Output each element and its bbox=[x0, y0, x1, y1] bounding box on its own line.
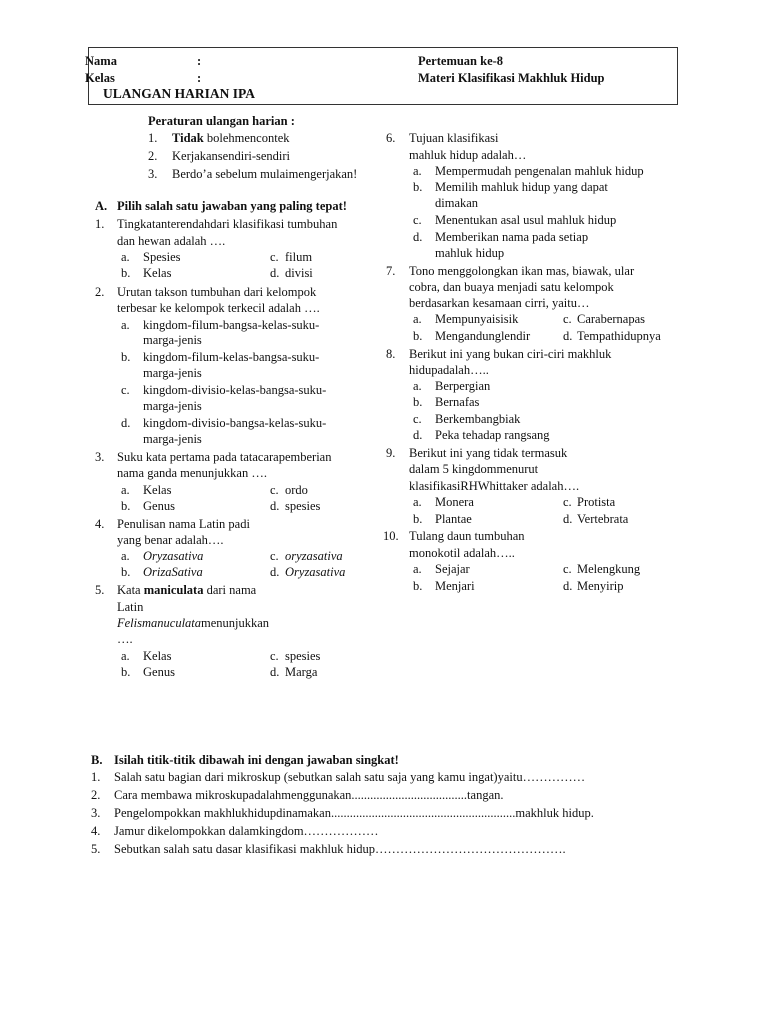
q5-opt-d-letter: d. bbox=[270, 665, 280, 679]
q2-opt-b-line1: kingdom-filum-kelas-bangsa-suku- bbox=[143, 350, 320, 364]
q4-opt-a: Oryzasativa bbox=[143, 549, 204, 563]
q6-num: 6. bbox=[386, 131, 396, 145]
q5-line3-italic: Felismanuculata bbox=[117, 616, 202, 630]
q6-opt-d-line1: Memberikan nama pada setiap bbox=[435, 230, 589, 244]
q10-opt-b-letter: b. bbox=[413, 579, 423, 593]
rule-1-num: 1. bbox=[148, 131, 158, 145]
q1-opt-b: Kelas bbox=[143, 266, 172, 280]
q8-num: 8. bbox=[386, 347, 396, 361]
q4-line1: Penulisan nama Latin padi bbox=[117, 517, 250, 531]
rule-3-text: Berdo’a sebelum mulaimengerjakan! bbox=[172, 167, 358, 181]
q2-opt-c-line2: marga-jenis bbox=[143, 399, 202, 413]
b5-text: Sebutkan salah satu dasar klasifikasi makhluk hidup………………………………………. bbox=[114, 842, 566, 856]
rule-1 bbox=[172, 130, 290, 146]
q6-opt-c-letter: c. bbox=[413, 213, 422, 227]
q5-line1-post: dari nama bbox=[203, 583, 257, 597]
q1-num: 1. bbox=[95, 217, 105, 231]
q1-opt-d-letter: d. bbox=[270, 266, 280, 280]
q3-opt-d-letter: d. bbox=[270, 499, 280, 513]
q5-opt-a: Kelas bbox=[143, 649, 172, 663]
q7-opt-a-letter: a. bbox=[413, 312, 422, 326]
q1-opt-a: Spesies bbox=[143, 250, 181, 264]
q9-line3: klasifikasiRHWhittaker adalah…. bbox=[409, 479, 580, 493]
q7-opt-d: Tempathidupnya bbox=[577, 329, 661, 343]
b4-text: Jamur dikelompokkan dalamkingdom……………… bbox=[114, 824, 379, 838]
q6-opt-a: Mempermudah pengenalan mahluk hidup bbox=[435, 164, 644, 178]
q1-opt-c-letter: c. bbox=[270, 250, 279, 264]
b2-num: 2. bbox=[91, 788, 101, 802]
rule-1-text: bolehmencontek bbox=[203, 131, 290, 145]
b2-text: Cara membawa mikroskupadalahmenggunakan.....................................tangan. bbox=[114, 788, 504, 802]
q4-opt-c: oryzasativa bbox=[285, 549, 343, 563]
b4-num: 4. bbox=[91, 824, 101, 838]
q8-opt-b: Bernafas bbox=[435, 395, 480, 409]
q3-opt-a: Kelas bbox=[143, 483, 172, 497]
b3-text: Pengelompokkan makhlukhidupdinamakan...........................................................makhluk hidup. bbox=[114, 806, 594, 820]
q3-opt-a-letter: a. bbox=[121, 483, 130, 497]
kelas-colon: : bbox=[197, 71, 202, 85]
q10-line2: monokotil adalah….. bbox=[409, 546, 515, 560]
q7-line2: cobra, dan buaya menjadi satu kelompok bbox=[409, 280, 614, 294]
q7-opt-d-letter: d. bbox=[563, 329, 573, 343]
q8-opt-a-letter: a. bbox=[413, 379, 422, 393]
nama-colon: : bbox=[197, 54, 202, 68]
section-b-letter: B. bbox=[91, 753, 103, 767]
q8-opt-a: Berpergian bbox=[435, 379, 491, 393]
q10-opt-a: Sejajar bbox=[435, 562, 470, 576]
q5-line3 bbox=[117, 615, 269, 631]
nama-label: Nama bbox=[85, 54, 117, 68]
section-b-heading: Isilah titik-titik dibawah ini dengan jawaban singkat! bbox=[114, 753, 399, 767]
section-a-letter: A. bbox=[95, 199, 108, 213]
q9-opt-a: Monera bbox=[435, 495, 474, 509]
rule-1-bold: Tidak bbox=[172, 131, 204, 145]
q5-line2: Latin bbox=[117, 600, 144, 614]
q1-line1: Tingkatanterendahdari klasifikasi tumbuhan bbox=[117, 217, 338, 231]
q1-line2: dan hewan adalah …. bbox=[117, 234, 226, 248]
q7-opt-b-letter: b. bbox=[413, 329, 423, 343]
q7-opt-c: Carabernapas bbox=[577, 312, 646, 326]
b5-num: 5. bbox=[91, 842, 101, 856]
q3-line1: Suku kata pertama pada tatacarapemberian bbox=[117, 450, 332, 464]
q9-opt-b: Plantae bbox=[435, 512, 472, 526]
q6-line2: mahluk hidup adalah… bbox=[409, 148, 527, 162]
q9-line2: dalam 5 kingdommenurut bbox=[409, 462, 539, 476]
q5-line3-post: menunjukkan bbox=[201, 616, 270, 630]
q3-line2: nama ganda menunjukkan …. bbox=[117, 466, 267, 480]
q2-line1: Urutan takson tumbuhan dari kelompok bbox=[117, 285, 317, 299]
q6-opt-a-letter: a. bbox=[413, 164, 422, 178]
kelas-label: Kelas bbox=[85, 71, 115, 85]
q2-opt-a-line2: marga-jenis bbox=[143, 333, 202, 347]
q5-opt-c-letter: c. bbox=[270, 649, 279, 663]
q2-opt-c-line1: kingdom-divisio-kelas-bangsa-suku- bbox=[143, 383, 327, 397]
q5-num: 5. bbox=[95, 583, 105, 597]
q10-opt-a-letter: a. bbox=[413, 562, 422, 576]
q2-opt-d-letter: d. bbox=[121, 416, 131, 430]
q10-line1: Tulang daun tumbuhan bbox=[409, 529, 525, 543]
q6-opt-d-letter: d. bbox=[413, 230, 423, 244]
q2-opt-b-line2: marga-jenis bbox=[143, 366, 202, 380]
q3-opt-c: ordo bbox=[285, 483, 308, 497]
q8-opt-b-letter: b. bbox=[413, 395, 423, 409]
q9-num: 9. bbox=[386, 446, 396, 460]
q2-line2: terbesar ke kelompok terkecil adalah …. bbox=[117, 301, 320, 315]
q7-opt-c-letter: c. bbox=[563, 312, 572, 326]
materi-text: Materi Klasifikasi Makhluk Hidup bbox=[418, 71, 605, 85]
q5-line1-pre: Kata bbox=[117, 583, 144, 597]
q10-opt-c: Melengkung bbox=[577, 562, 641, 576]
q2-opt-b-letter: b. bbox=[121, 350, 131, 364]
q2-opt-a-line1: kingdom-filum-bangsa-kelas-suku- bbox=[143, 318, 320, 332]
q1-opt-a-letter: a. bbox=[121, 250, 130, 264]
q6-opt-b-letter: b. bbox=[413, 180, 423, 194]
q2-opt-c-letter: c. bbox=[121, 383, 130, 397]
q2-opt-d-line2: marga-jenis bbox=[143, 432, 202, 446]
q5-opt-d: Marga bbox=[285, 665, 318, 679]
q10-opt-d-letter: d. bbox=[563, 579, 573, 593]
q5-opt-b-letter: b. bbox=[121, 665, 131, 679]
q5-line1-bold: maniculata bbox=[143, 583, 204, 597]
q7-num: 7. bbox=[386, 264, 396, 278]
q4-opt-a-letter: a. bbox=[121, 549, 130, 563]
q4-opt-d-letter: d. bbox=[270, 565, 280, 579]
q8-opt-d-letter: d. bbox=[413, 428, 423, 442]
q7-line3: berdasarkan kesamaan cirri, yaitu… bbox=[409, 296, 590, 310]
q6-line1: Tujuan klasifikasi bbox=[409, 131, 499, 145]
q3-opt-d: spesies bbox=[285, 499, 321, 513]
q9-opt-d: Vertebrata bbox=[577, 512, 629, 526]
q5-opt-b: Genus bbox=[143, 665, 175, 679]
b1-num: 1. bbox=[91, 770, 101, 784]
q9-opt-a-letter: a. bbox=[413, 495, 422, 509]
q1-opt-c: filum bbox=[285, 250, 313, 264]
q9-opt-d-letter: d. bbox=[563, 512, 573, 526]
q7-line1: Tono menggolongkan ikan mas, biawak, ular bbox=[409, 264, 635, 278]
q6-opt-c: Menentukan asal usul mahluk hidup bbox=[435, 213, 617, 227]
q2-opt-a-letter: a. bbox=[121, 318, 130, 332]
q3-num: 3. bbox=[95, 450, 105, 464]
q2-opt-d-line1: kingdom-divisio-bangsa-kelas-suku- bbox=[143, 416, 327, 430]
q7-opt-b: Mengandunglendir bbox=[435, 329, 531, 343]
q4-line2: yang benar adalah…. bbox=[117, 533, 224, 547]
q9-line1: Berikut ini yang tidak termasuk bbox=[409, 446, 568, 460]
q8-line1: Berikut ini yang bukan ciri-ciri makhluk bbox=[409, 347, 612, 361]
q10-opt-c-letter: c. bbox=[563, 562, 572, 576]
q5-line1 bbox=[117, 582, 256, 598]
q1-opt-d: divisi bbox=[285, 266, 313, 280]
q5-opt-a-letter: a. bbox=[121, 649, 130, 663]
rule-3-num: 3. bbox=[148, 167, 158, 181]
rule-2-text: Kerjakansendiri-sendiri bbox=[172, 149, 291, 163]
q3-opt-b-letter: b. bbox=[121, 499, 131, 513]
q8-opt-d: Peka tehadap rangsang bbox=[435, 428, 550, 442]
q4-opt-b: OrizaSativa bbox=[143, 565, 203, 579]
q8-opt-c-letter: c. bbox=[413, 412, 422, 426]
q3-opt-c-letter: c. bbox=[270, 483, 279, 497]
q10-opt-b: Menjari bbox=[435, 579, 475, 593]
rules-heading: Peraturan ulangan harian : bbox=[148, 114, 295, 128]
q5-line4: …. bbox=[117, 632, 133, 646]
q2-num: 2. bbox=[95, 285, 105, 299]
q6-opt-b-line2: dimakan bbox=[435, 196, 479, 210]
section-a-heading: Pilih salah satu jawaban yang paling tepat! bbox=[117, 199, 347, 213]
q9-opt-b-letter: b. bbox=[413, 512, 423, 526]
q4-opt-b-letter: b. bbox=[121, 565, 131, 579]
q4-num: 4. bbox=[95, 517, 105, 531]
q7-opt-a: Mempunyaisisik bbox=[435, 312, 519, 326]
rule-2-num: 2. bbox=[148, 149, 158, 163]
q1-opt-b-letter: b. bbox=[121, 266, 131, 280]
q5-opt-c: spesies bbox=[285, 649, 321, 663]
b3-num: 3. bbox=[91, 806, 101, 820]
q8-opt-c: Berkembangbiak bbox=[435, 412, 521, 426]
q10-num: 10. bbox=[383, 529, 399, 543]
q9-opt-c: Protista bbox=[577, 495, 616, 509]
q6-opt-b-line1: Memilih mahluk hidup yang dapat bbox=[435, 180, 608, 194]
q10-opt-d: Menyirip bbox=[577, 579, 624, 593]
page-title: ULANGAN HARIAN IPA bbox=[103, 86, 256, 101]
q9-opt-c-letter: c. bbox=[563, 495, 572, 509]
b1-text: Salah satu bagian dari mikroskup (sebutkan salah satu saja yang kamu ingat)yaitu…………… bbox=[114, 770, 586, 784]
q3-opt-b: Genus bbox=[143, 499, 175, 513]
q4-opt-c-letter: c. bbox=[270, 549, 279, 563]
pertemuan-text: Pertemuan ke-8 bbox=[418, 54, 504, 68]
q6-opt-d-line2: mahluk hidup bbox=[435, 246, 505, 260]
q4-opt-d: Oryzasativa bbox=[285, 565, 346, 579]
q8-line2: hidupadalah….. bbox=[409, 363, 489, 377]
